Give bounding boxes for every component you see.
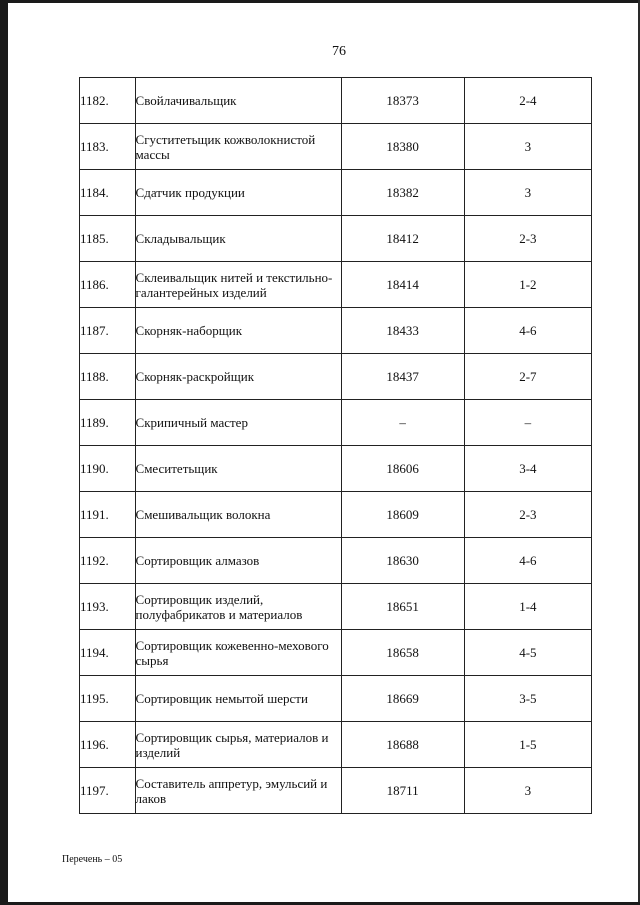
row-number: 1186. (80, 262, 136, 308)
row-number: 1183. (80, 124, 136, 170)
table-row (80, 492, 592, 538)
profession-code: 18630 (341, 538, 464, 584)
profession-name: Сортировщик кожевенно-мехового сырья (135, 630, 341, 676)
grade-range: 2-4 (464, 78, 591, 124)
row-number: 1182. (80, 78, 136, 124)
table-row (80, 676, 592, 722)
profession-code: 18373 (341, 78, 464, 124)
table-row (80, 722, 592, 768)
profession-code: 18414 (341, 262, 464, 308)
profession-name: Складывальщик (135, 216, 341, 262)
grade-range: 2-7 (464, 354, 591, 400)
profession-name: Составитель аппретур, эмульсий и лаков (135, 768, 341, 814)
row-number: 1184. (80, 170, 136, 216)
grade-range: 3 (464, 768, 591, 814)
profession-code: – (341, 400, 464, 446)
grade-range: 3-5 (464, 676, 591, 722)
table-row (80, 262, 592, 308)
grade-range: 3 (464, 170, 591, 216)
table-row (80, 630, 592, 676)
row-number: 1192. (80, 538, 136, 584)
profession-code: 18651 (341, 584, 464, 630)
grade-range: – (464, 400, 591, 446)
profession-name: Смешивальщик волокна (135, 492, 341, 538)
profession-name: Свойлачивальщик (135, 78, 341, 124)
document-footer: Перечень – 05 (62, 854, 123, 865)
profession-code: 18669 (341, 676, 464, 722)
table-row (80, 768, 592, 814)
grade-range: 4-6 (464, 308, 591, 354)
scan-border-left (0, 0, 8, 905)
table-row (80, 354, 592, 400)
profession-name: Склеивальщик нитей и текстильно-галантерейных изделий (135, 262, 341, 308)
grade-range: 1-4 (464, 584, 591, 630)
grade-range: 3 (464, 124, 591, 170)
profession-code: 18433 (341, 308, 464, 354)
profession-name: Скорняк-раскройщик (135, 354, 341, 400)
table-row (80, 216, 592, 262)
profession-name: Сортировщик немытой шерсти (135, 676, 341, 722)
profession-name: Сортировщик алмазов (135, 538, 341, 584)
profession-code: 18658 (341, 630, 464, 676)
grade-range: 4-5 (464, 630, 591, 676)
profession-code: 18688 (341, 722, 464, 768)
profession-name: Сортировщик изделий, полуфабрикатов и материалов (135, 584, 341, 630)
row-number: 1191. (80, 492, 136, 538)
table-row (80, 78, 592, 124)
profession-code: 18609 (341, 492, 464, 538)
table-row (80, 538, 592, 584)
row-number: 1185. (80, 216, 136, 262)
grade-range: 2-3 (464, 492, 591, 538)
row-number: 1195. (80, 676, 136, 722)
profession-name: Скорняк-наборщик (135, 308, 341, 354)
row-number: 1194. (80, 630, 136, 676)
table-row (80, 308, 592, 354)
profession-code: 18437 (341, 354, 464, 400)
row-number: 1196. (80, 722, 136, 768)
table-row (80, 400, 592, 446)
profession-code: 18606 (341, 446, 464, 492)
scan-border-top (0, 0, 640, 3)
profession-name: Сортировщик сырья, материалов и изделий (135, 722, 341, 768)
profession-name: Сгуститетьщик кожволокнистой массы (135, 124, 341, 170)
table-row (80, 446, 592, 492)
profession-code: 18412 (341, 216, 464, 262)
row-number: 1187. (80, 308, 136, 354)
grade-range: 2-3 (464, 216, 591, 262)
page-number: 76 (332, 44, 346, 59)
row-number: 1193. (80, 584, 136, 630)
profession-code: 18382 (341, 170, 464, 216)
profession-name: Сдатчик продукции (135, 170, 341, 216)
table-row (80, 124, 592, 170)
profession-name: Скрипичный мастер (135, 400, 341, 446)
profession-name: Смеситетьщик (135, 446, 341, 492)
grade-range: 4-6 (464, 538, 591, 584)
grade-range: 1-2 (464, 262, 591, 308)
row-number: 1188. (80, 354, 136, 400)
row-number: 1197. (80, 768, 136, 814)
grade-range: 1-5 (464, 722, 591, 768)
row-number: 1190. (80, 446, 136, 492)
grade-range: 3-4 (464, 446, 591, 492)
row-number: 1189. (80, 400, 136, 446)
profession-code: 18380 (341, 124, 464, 170)
table-row (80, 170, 592, 216)
profession-code: 18711 (341, 768, 464, 814)
table-row (80, 584, 592, 630)
professions-table (79, 77, 592, 814)
table-body (80, 78, 592, 814)
